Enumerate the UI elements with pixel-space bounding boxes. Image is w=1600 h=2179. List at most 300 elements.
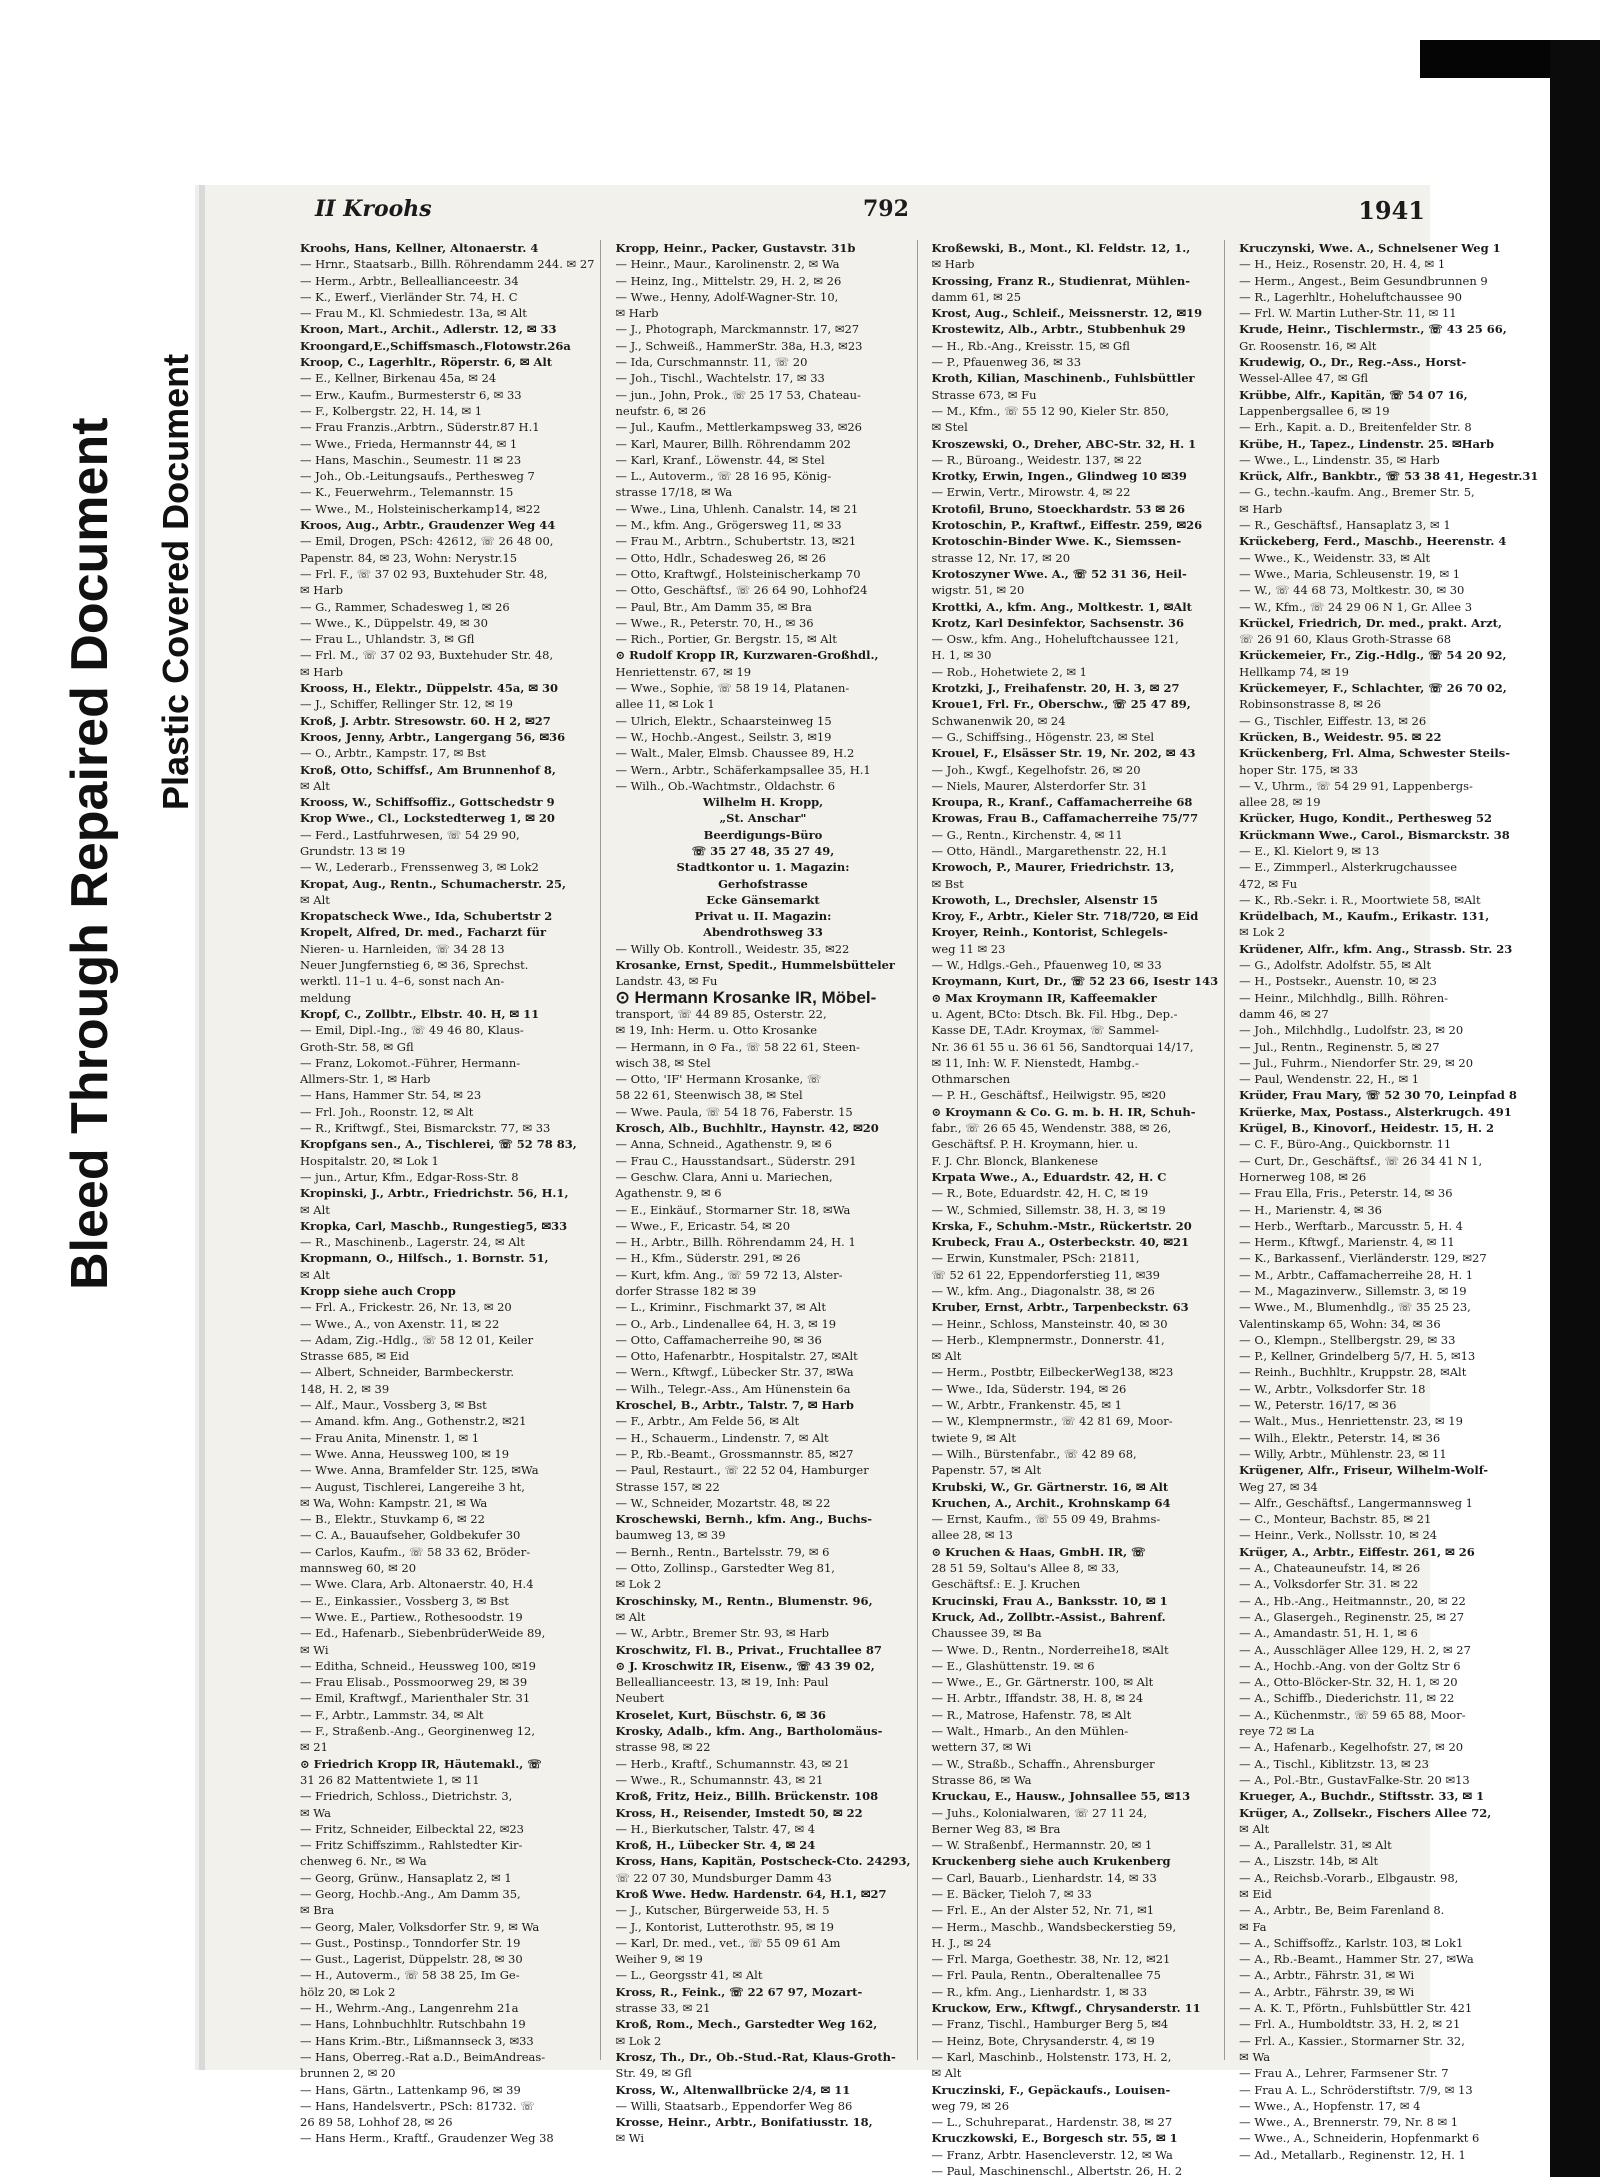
directory-entry: Krüder, Frau Mary, ☏ 52 30 70, Leinpfad 8 — [1239, 1088, 1517, 1103]
directory-entry: ✉ 21 — [300, 1740, 328, 1755]
directory-entry: Kruckenberg siehe auch Krukenberg — [931, 1854, 1171, 1869]
directory-entry: — W. Straßenbf., Hermannstr. 20, ✉ 1 — [931, 1838, 1153, 1853]
directory-entry: ✉ Alt — [931, 1349, 962, 1364]
directory-entry: — Frau C., Hausstandsart., Süderstr. 291 — [615, 1153, 857, 1168]
directory-entry: — Heinr., Maur., Karolinenstr. 2, ✉ Wa — [615, 257, 840, 272]
directory-entry: ⊙ Max Kroymann IR, Kaffeemakler — [931, 990, 1157, 1005]
directory-entry: — Frl. F., ☏ 37 02 93, Buxtehuder Str. 48, — [300, 566, 548, 581]
column-4 — [1239, 240, 1544, 2162]
directory-entry: — Emil, Drogen, PSch: 42612, ☏ 26 48 00, — [300, 534, 554, 549]
directory-entry: — G., Adolfstr. Adolfstr. 55, ✉ Alt — [1239, 958, 1432, 973]
header-year: 1941 — [1358, 196, 1425, 225]
directory-entry: — Wwe., R., Peterstr. 70, H., ✉ 36 — [615, 615, 814, 630]
directory-entry: Kroß, H., Lübecker Str. 4, ✉ 24 — [615, 1838, 816, 1853]
directory-entry: ✉ Wi — [615, 2131, 645, 2146]
directory-entry: — Frl. M., ☏ 37 02 93, Buxtehuder Str. 48, — [300, 648, 554, 663]
directory-entry: ☏ 52 61 22, Eppendorferstieg 11, ✉39 — [931, 1267, 1160, 1282]
directory-entry: ✉ Stel — [931, 420, 968, 435]
directory-entry: Nieren- u. Harnleiden, ☏ 34 28 13 — [300, 941, 505, 956]
directory-entry: Kroue1, Frl. Fr., Oberschw., ☏ 25 47 89, — [931, 697, 1191, 712]
directory-entry: — Otto, Händl., Margarethenstr. 22, H.1 — [931, 843, 1168, 858]
directory-entry: — Wilh., Ob.-Wachtmstr., Oldachstr. 6 — [615, 778, 836, 793]
directory-entry: — Walt., Maler, Elmsb. Chaussee 89, H.2 — [615, 746, 855, 761]
directory-entry: Krotky, Erwin, Ingen., Glindweg 10 ✉39 — [931, 469, 1187, 484]
directory-entry: Kropmann, O., Hilfsch., 1. Bornstr. 51, — [300, 1251, 549, 1266]
directory-entry: — A., Küchenmstr., ☏ 59 65 88, Moor- — [1239, 1707, 1466, 1722]
directory-entry: — Frau A. L., Schröderstiftstr. 7/9, ✉ 13 — [1239, 2082, 1473, 2097]
directory-entry: — Frl. W. Martin Luther-Str. 11, ✉ 11 — [1239, 306, 1457, 321]
directory-entry: Kroschewski, Bernh., kfm. Ang., Buchs- — [615, 1512, 873, 1527]
directory-entry: Krottki, A., kfm. Ang., Moltkestr. 1, ✉Alt — [931, 599, 1192, 614]
directory-entry: — Otto, Kraftwgf., Holsteinischerkamp 70 — [615, 566, 861, 581]
directory-entry: — A., Parallelstr. 31, ✉ Alt — [1239, 1838, 1392, 1853]
directory-entry: — F., Kolbergstr. 22, H. 14, ✉ 1 — [300, 403, 483, 418]
directory-entry: — jun., Artur, Kfm., Edgar-Ross-Str. 8 — [300, 1169, 519, 1184]
directory-entry: — W., kfm. Ang., Diagonalstr. 38, ✉ 26 — [931, 1284, 1155, 1298]
directory-entry: — E., Kellner, Birkenau 45a, ✉ 24 — [300, 371, 497, 386]
directory-entry: Kroth, Kilian, Maschinenb., Fuhlsbüttler — [931, 371, 1195, 386]
directory-entry: Kropp siehe auch Cropp — [300, 1284, 456, 1298]
directory-entry: — H., Bierkutscher, Talstr. 47, ✉ 4 — [615, 1821, 816, 1836]
directory-entry: — Frau Elisab., Possmoorweg 29, ✉ 39 — [300, 1675, 528, 1690]
directory-entry: Henriettenstr. 67, ✉ 19 — [615, 664, 752, 679]
directory-entry: — Wilh., Telegr.-Ass., Am Hünenstein 6a — [615, 1381, 851, 1396]
directory-entry: — A., Otto-Blöcker-Str. 32, H. 1, ✉ 20 — [1239, 1675, 1458, 1690]
directory-entry: — H., Kfm., Süderstr. 291, ✉ 26 — [615, 1251, 801, 1266]
directory-entry: — Herm., Postbtr, EilbeckerWeg138, ✉23 — [931, 1365, 1174, 1380]
directory-entry: ✉ Bra — [300, 1903, 335, 1918]
directory-entry: — Wwe., E., Gr. Gärtnerstr. 100, ✉ Alt — [931, 1675, 1154, 1690]
directory-entry: H. 1, ✉ 30 — [931, 648, 992, 663]
directory-entry: Kroß, Fritz, Heiz., Billh. Brückenstr. 108 — [615, 1789, 879, 1804]
directory-entry: Krückel, Friedrich, Dr. med., prakt. Arzt, — [1239, 615, 1502, 630]
directory-entry: Chaussee 39, ✉ Ba — [931, 1626, 1042, 1641]
directory-entry: — Otto, 'IF' Hermann Krosanke, ☏ — [615, 1072, 822, 1087]
directory-entry: — Fritz Schiffszimm., Rahlstedter Kir- — [300, 1838, 523, 1853]
directory-entry: — Emil, Kraftwgf., Marienthaler Str. 31 — [300, 1691, 531, 1706]
directory-entry: — Wwe. D., Rentn., Norderreihe18, ✉Alt — [931, 1642, 1169, 1657]
directory-entry: — Reinh., Buchhltr., Kruppstr. 28, ✉Alt — [1239, 1365, 1467, 1380]
directory-entry: — Joh., Tischl., Wachtelstr. 17, ✉ 33 — [615, 371, 825, 386]
directory-entry: — W., Schmied, Sillemstr. 38, H. 3, ✉ 19 — [931, 1202, 1166, 1217]
directory-entry: 148, H. 2, ✉ 39 — [300, 1381, 390, 1396]
directory-entry: — Paul, Btr., Am Damm 35, ✉ Bra — [615, 599, 812, 614]
directory-entry: — Ernst, Kaufm., ☏ 55 09 49, Brahms- — [931, 1512, 1161, 1527]
directory-entry: — Wwe., K., Weidenstr. 33, ✉ Alt — [1239, 550, 1431, 565]
directory-entry: fabr., ☏ 26 65 45, Wendenstr. 388, ✉ 26, — [931, 1121, 1172, 1136]
directory-entry: — R., Bote, Eduardstr. 42, H. C, ✉ 19 — [931, 1186, 1149, 1201]
directory-entry: — W., Schneider, Mozartstr. 48, ✉ 22 — [615, 1495, 831, 1510]
directory-entry: — Geschw. Clara, Anni u. Mariechen, — [615, 1169, 833, 1184]
directory-entry: — Frl. Paula, Rentn., Oberaltenallee 75 — [931, 1968, 1161, 1983]
directory-entry: Kruber, Ernst, Arbtr., Tarpenbeckstr. 63 — [931, 1300, 1189, 1315]
directory-entry: Kruczkowski, E., Borgesch str. 55, ✉ 1 — [931, 2131, 1178, 2146]
directory-entry: — A., Arbtr., Fährstr. 39, ✉ Wi — [1239, 1984, 1415, 1999]
directory-entry: Kroop, C., Lagerhltr., Röperstr. 6, ✉ Alt — [300, 355, 553, 370]
directory-entry: Krotoszyner Wwe. A., ☏ 52 31 36, Heil- — [931, 566, 1187, 581]
directory-entry: Hornerweg 108, ✉ 26 — [1239, 1169, 1367, 1184]
directory-entry: Ecke Gänsemarkt — [706, 892, 820, 907]
directory-entry: ✉ Wa, Wohn: Kampstr. 21, ✉ Wa — [300, 1495, 488, 1510]
directory-entry: 26 89 58, Lohhof 28, ✉ 26 — [300, 2115, 453, 2130]
directory-entry: Geschäftsf.: E. J. Kruchen — [931, 1577, 1081, 1592]
directory-entry: ✉ Lok 2 — [615, 1577, 662, 1592]
directory-entry: — Hans Herm., Kraftf., Graudenzer Weg 38 — [300, 2131, 554, 2146]
directory-entry: — J., Kontorist, Lutterothstr. 95, ✉ 19 — [615, 1919, 834, 1934]
directory-entry: ✉ Bst — [931, 876, 964, 891]
directory-entry: — Heinr., Schloss, Mansteinstr. 40, ✉ 30 — [931, 1316, 1168, 1331]
directory-entry: Krost, Aug., Schleif., Meissnerstr. 12, ✉19 — [931, 306, 1203, 321]
directory-entry: ✉ Alt — [300, 892, 330, 907]
directory-entry: ⊙ J. Kroschwitz IR, Eisenw., ☏ 43 39 02, — [615, 1658, 875, 1673]
directory-entry: Hellkamp 74, ✉ 19 — [1239, 664, 1349, 679]
directory-entry: ⊙ Rudolf Kropp IR, Kurzwaren-Großhdl., — [615, 648, 879, 663]
directory-entry: strasse 12, Nr. 17, ✉ 20 — [931, 550, 1071, 565]
side-label-bleed-through: Bleed Through Repaired Document — [61, 417, 119, 1290]
directory-entry: — Hans, Hammer Str. 54, ✉ 23 — [300, 1088, 482, 1103]
directory-entry: — W., Klempnermstr., ☏ 42 81 69, Moor- — [931, 1414, 1173, 1429]
directory-entry: ✉ Harb — [931, 257, 975, 272]
directory-entry: — W., Lederarb., Frenssenweg 3, ✉ Lok2 — [300, 860, 539, 875]
directory-entry: Krückemeyer, F., Schlachter, ☏ 26 70 02, — [1239, 681, 1507, 696]
directory-entry: — A., Glasergeh., Reginenstr. 25, ✉ 27 — [1239, 1609, 1465, 1624]
directory-entry: — Frau M., Arbtrn., Schubertstr. 13, ✉21 — [615, 534, 857, 549]
directory-entry: — Heinz, Bote, Chrysanderstr. 4, ✉ 19 — [931, 2033, 1155, 2048]
directory-entry: Str. 49, ✉ Gfl — [615, 2066, 692, 2081]
directory-entry: Kroohs, Hans, Kellner, Altonaerstr. 4 — [300, 241, 539, 255]
directory-entry: 472, ✉ Fu — [1239, 876, 1298, 891]
directory-entry: — C. A., Bauaufseher, Goldbekufer 30 — [300, 1528, 521, 1543]
directory-entry: — Gust., Postinsp., Tonndorfer Str. 19 — [300, 1935, 521, 1950]
directory-entry: — Frl. E., An der Alster 52, Nr. 71, ✉1 — [931, 1903, 1155, 1918]
directory-entry: — Ulrich, Elektr., Schaarsteinweg 15 — [615, 713, 832, 728]
directory-entry: Kruckow, Erw., Kftwgf., Chrysanderstr. 11 — [931, 2001, 1201, 2016]
directory-entry: — Frl. A., Humboldtstr. 33, H. 2, ✉ 21 — [1239, 2017, 1461, 2032]
directory-entry: — L., Kriminr., Fischmarkt 37, ✉ Alt — [615, 1300, 826, 1315]
directory-entry: ☏ 35 27 48, 35 27 49, — [691, 843, 835, 858]
directory-entry: — F., Straßenb.-Ang., Georginenweg 12, — [300, 1724, 536, 1739]
directory-entry: — Hans, Maschin., Seumestr. 11 ✉ 23 — [300, 452, 522, 467]
directory-entry: Krosz, Th., Dr., Ob.-Stud.-Rat, Klaus-Groth- — [615, 2049, 896, 2064]
directory-entry: — Wwe. Paula, ☏ 54 18 76, Faberstr. 15 — [615, 1104, 853, 1119]
directory-entry: Strasse 86, ✉ Wa — [931, 1772, 1032, 1787]
directory-entry: ✉ 19, Inh: Herm. u. Otto Krosanke — [615, 1023, 818, 1038]
directory-entry: baumweg 13, ✉ 39 — [615, 1528, 726, 1543]
directory-entry: wettern 37, ✉ Wi — [931, 1740, 1032, 1755]
directory-entry: — Herm., Arbtr., Belleallianceestr. 34 — [300, 273, 519, 288]
directory-entry: Weiher 9, ✉ 19 — [615, 1952, 703, 1967]
directory-entry: — Adam, Zig.-Hdlg., ☏ 58 12 01, Keiler — [300, 1332, 534, 1347]
directory-entry: — W., Arbtr., Frankenstr. 45, ✉ 1 — [931, 1398, 1122, 1413]
directory-entry: — Herm., Angest., Beim Gesundbrunnen 9 — [1239, 273, 1488, 288]
page-header — [315, 190, 1425, 226]
directory-entry: — Wwe., Maria, Schleusenstr. 19, ✉ 1 — [1239, 566, 1461, 581]
directory-entry: allee 11, ✉ Lok 1 — [615, 697, 715, 712]
directory-entry: dorfer Strasse 182 ✉ 39 — [615, 1284, 757, 1298]
directory-columns — [300, 240, 1539, 2179]
directory-entry: Agathenstr. 9, ✉ 6 — [615, 1186, 722, 1201]
directory-entry: — Georg, Maler, Volksdorfer Str. 9, ✉ Wa — [300, 1919, 540, 1934]
directory-entry: ☏ 22 07 30, Mundsburger Damm 43 — [615, 1870, 832, 1885]
directory-entry: — H. Arbtr., Iffandstr. 38, H. 8, ✉ 24 — [931, 1691, 1144, 1706]
directory-entry: Kroschwitz, Fl. B., Privat., Fruchtallee 87 — [615, 1642, 882, 1657]
directory-entry: — C., Monteur, Bachstr. 85, ✉ 21 — [1239, 1512, 1432, 1527]
directory-entry: Neubert — [615, 1691, 665, 1706]
directory-entry: Kroon, Mart., Archit., Adlerstr. 12, ✉ 33 — [300, 322, 557, 337]
directory-entry: — E., Zimmperl., Alsterkrugchaussee — [1239, 860, 1458, 875]
directory-entry: — H., Autoverm., ☏ 58 38 25, Im Ge- — [300, 1968, 520, 1983]
directory-entry: — R., Büroang., Weidestr. 137, ✉ 22 — [931, 452, 1142, 467]
directory-entry: brunnen 2, ✉ 20 — [300, 2066, 396, 2081]
directory-entry: — P., Rb.-Beamt., Grossmannstr. 85, ✉27 — [615, 1446, 854, 1461]
directory-entry: — Frau L., Uhlandstr. 3, ✉ Gfl — [300, 632, 475, 647]
directory-entry: — P. H., Geschäftsf., Heilwigstr. 95, ✉20 — [931, 1088, 1166, 1103]
directory-entry: Kroos, Jenny, Arbtr., Langergang 56, ✉36 — [300, 729, 566, 744]
directory-entry: — Herm., Kftwgf., Marienstr. 4, ✉ 11 — [1239, 1235, 1455, 1250]
directory-entry: — A., Liszstr. 14b, ✉ Alt — [1239, 1854, 1379, 1869]
directory-entry: — A., Rb.-Beamt., Hammer Str. 27, ✉Wa — [1239, 1952, 1474, 1967]
directory-entry: ✉ Alt — [300, 1267, 330, 1282]
directory-entry: Krosse, Heinr., Arbtr., Bonifatiusstr. 18, — [615, 2115, 873, 2130]
directory-entry: — Heinr., Milchhdlg., Billh. Röhren- — [1239, 990, 1448, 1005]
directory-entry: Krücken, B., Weidestr. 95. ✉ 22 — [1239, 729, 1442, 744]
directory-entry: Krosanke, Ernst, Spedit., Hummelsbütteler — [615, 958, 895, 973]
directory-entry: wigstr. 51, ✉ 20 — [931, 583, 1025, 598]
directory-entry: — Herb., Klempnermstr., Donnerstr. 41, — [931, 1332, 1165, 1347]
directory-entry: Privat u. II. Magazin: — [694, 909, 832, 924]
directory-entry: twiete 9, ✉ Alt — [931, 1430, 1017, 1445]
directory-entry: Kroyer, Reinh., Kontorist, Schlegels- — [931, 925, 1168, 940]
directory-entry: ✉ Alt — [1239, 1821, 1270, 1836]
directory-entry: Kroymann, Kurt, Dr., ☏ 52 23 66, Isestr 143 — [931, 974, 1219, 989]
directory-entry: — Franz, Tischl., Hamburger Berg 5, ✉4 — [931, 2017, 1169, 2032]
directory-entry: Krüger, A., Zollsekr., Fischers Allee 72, — [1239, 1805, 1492, 1820]
directory-entry: ⊙ Hermann Krosanke IR, Möbel- — [615, 987, 877, 1007]
directory-entry: ✉ Lok 2 — [615, 2033, 662, 2048]
directory-entry: damm 46, ✉ 27 — [1239, 1006, 1329, 1021]
directory-entry: — Georg, Hochb.-Ang., Am Damm 35, — [300, 1886, 521, 1901]
directory-entry: Wilhelm H. Kropp, — [702, 795, 824, 810]
directory-entry: — H., Marienstr. 4, ✉ 36 — [1239, 1202, 1382, 1217]
directory-entry: — Walt., Mus., Henriettenstr. 23, ✉ 19 — [1239, 1414, 1463, 1429]
directory-entry: ⊙ Kroymann & Co. G. m. b. H. IR, Schuh- — [931, 1104, 1196, 1119]
directory-entry: — L., Schuhreparat., Hardenstr. 38, ✉ 27 — [931, 2115, 1173, 2130]
directory-entry: Kroongard,E.,Schiffsmasch.,Flotowstr.26a — [300, 338, 571, 353]
directory-entry: — Wwe., A., Hopfenstr. 17, ✉ 4 — [1239, 2098, 1421, 2113]
directory-entry: Kroos, Aug., Arbtr., Graudenzer Weg 44 — [300, 518, 556, 533]
directory-entry: ✉ Alt — [300, 778, 330, 793]
directory-entry: Hospitalstr. 20, ✉ Lok 1 — [300, 1153, 439, 1168]
directory-entry: Krpata Wwe., A., Eduardstr. 42, H. C — [931, 1169, 1167, 1184]
directory-entry: — Ad., Metallarb., Reginenstr. 12, H. 1 — [1239, 2147, 1466, 2162]
directory-entry: — Hermann, in ⊙ Fa., ☏ 58 22 61, Steen- — [615, 1039, 860, 1054]
directory-entry: — Willy, Arbtr., Mühlenstr. 23, ✉ 11 — [1239, 1446, 1447, 1461]
directory-entry: Krück, Alfr., Bankbtr., ☏ 53 38 41, Hegestr.31 — [1239, 469, 1539, 484]
directory-entry: ⊙ Kruchen & Haas, GmbH. IR, ☏ — [931, 1544, 1146, 1559]
directory-entry: hoper Str. 175, ✉ 33 — [1239, 762, 1359, 777]
directory-entry: Krotoschin, P., Kraftwf., Eiffestr. 259, ✉26 — [931, 518, 1203, 533]
directory-entry: — O., Arbtr., Kampstr. 17, ✉ Bst — [300, 746, 486, 761]
directory-entry: — Niels, Maurer, Alsterdorfer Str. 31 — [931, 778, 1148, 793]
directory-entry: — A., Ausschläger Allee 129, H. 2, ✉ 27 — [1239, 1642, 1471, 1657]
directory-entry: — H., Heiz., Rosenstr. 20, H. 4, ✉ 1 — [1239, 257, 1446, 272]
directory-entry: Berner Weg 83, ✉ Bra — [931, 1821, 1061, 1836]
directory-entry: Krosky, Adalb., kfm. Ang., Bartholomäus- — [615, 1724, 883, 1739]
directory-entry: — Karl, Dr. med., vet., ☏ 55 09 61 Am — [615, 1935, 841, 1950]
directory-entry: — Bernh., Rentn., Bartelsstr. 79, ✉ 6 — [615, 1544, 830, 1559]
directory-entry: Beerdigungs-Büro — [703, 827, 823, 842]
directory-entry: — Wwe., M., Holsteinischerkamp14, ✉22 — [300, 501, 541, 516]
directory-entry: Krotz, Karl Desinfektor, Sachsenstr. 36 — [931, 615, 1184, 630]
directory-entry: — Friedrich, Schloss., Dietrichstr. 3, — [300, 1789, 513, 1804]
directory-entry: strasse 98, ✉ 22 — [615, 1740, 711, 1755]
directory-entry: Stadtkontor u. 1. Magazin: — [676, 860, 850, 875]
directory-entry: — W., Kfm., ☏ 24 29 06 N 1, Gr. Allee 3 — [1239, 599, 1473, 614]
directory-entry: — Ferd., Lastfuhrwesen, ☏ 54 29 90, — [300, 827, 520, 842]
directory-entry: — W., Hdlgs.-Geh., Pfauenweg 10, ✉ 33 — [931, 958, 1162, 973]
directory-entry: Kropka, Carl, Maschb., Rungestieg5, ✉33 — [300, 1218, 568, 1233]
directory-entry: — E., Einkassier., Vossberg 3, ✉ Bst — [300, 1593, 509, 1608]
directory-entry: ☏ 26 91 60, Klaus Groth-Strasse 68 — [1239, 632, 1452, 647]
directory-entry: — Frl. Joh., Roonstr. 12, ✉ Alt — [300, 1104, 474, 1119]
directory-entry: Krudewig, O., Dr., Reg.-Ass., Horst- — [1239, 355, 1467, 370]
header-section-name: II Kroohs — [315, 196, 432, 222]
directory-entry: — Osw., kfm. Ang., Hoheluftchaussee 121, — [931, 632, 1179, 647]
directory-entry: ✉ Alt — [300, 1202, 330, 1217]
directory-entry: — Carl, Bauarb., Lienhardstr. 14, ✉ 33 — [931, 1870, 1157, 1885]
directory-entry: — Otto, Caffamacherreihe 90, ✉ 36 — [615, 1332, 822, 1347]
directory-entry: — Herm., Maschb., Wandsbeckerstieg 59, — [931, 1919, 1177, 1934]
directory-entry: Kroszewski, O., Dreher, ABC-Str. 32, H. 1 — [931, 436, 1197, 451]
directory-entry: — A., Reichsb.-Vorarb., Elbgaustr. 98, — [1239, 1870, 1459, 1885]
directory-entry: — Heinz, Ing., Mittelstr. 29, H. 2, ✉ 26 — [615, 273, 842, 288]
directory-entry: Krostewitz, Alb., Arbtr., Stubbenhuk 29 — [931, 322, 1186, 337]
directory-entry: — G., Schiffsing., Högenstr. 23, ✉ Stel — [931, 729, 1155, 744]
directory-entry: — August, Tischlerei, Langereihe 3 ht, — [300, 1479, 525, 1494]
directory-entry: Krübe, H., Tapez., Lindenstr. 25. ✉Harb — [1239, 436, 1495, 451]
directory-entry: u. Agent, BCto: Dtsch. Bk. Fil. Hbg., Dep.- — [931, 1006, 1178, 1021]
directory-entry: Kruczinski, F., Gepäckaufs., Louisen- — [931, 2082, 1171, 2097]
directory-entry: — Hrnr., Staatsarb., Billh. Röhrendamm 244. ✉ 27 — [300, 257, 595, 272]
column-2 — [615, 240, 917, 2146]
directory-entry: — Wern., Kftwgf., Lübecker Str. 37, ✉Wa — [615, 1365, 854, 1380]
directory-entry: — J., Photograph, Marckmannstr. 17, ✉27 — [615, 322, 860, 337]
directory-entry: — A., Arbtr., Fährstr. 31, ✉ Wi — [1239, 1968, 1415, 1983]
directory-entry: — Wwe., K., Düppelstr. 49, ✉ 30 — [300, 615, 488, 630]
directory-entry: meldung — [300, 990, 351, 1005]
directory-entry: Wessel-Allee 47, ✉ Gfl — [1239, 371, 1369, 386]
directory-entry: — P., Pfauenweg 36, ✉ 33 — [931, 355, 1082, 370]
directory-entry: — Herb., Kraftf., Schumannstr. 43, ✉ 21 — [615, 1756, 850, 1771]
directory-entry: Kropat, Aug., Rentn., Schumacherstr. 25, — [300, 876, 566, 891]
directory-entry: — Karl, Maschinb., Holstenstr. 173, H. 2, — [931, 2049, 1172, 2064]
directory-entry: — A., Arbtr., Be, Beim Farenland 8. — [1239, 1903, 1445, 1918]
directory-entry: ⊙ Friedrich Kropp IR, Häutemakl., ☏ — [300, 1756, 542, 1771]
directory-entry: 28 51 59, Soltau's Allee 8, ✉ 33, — [931, 1561, 1120, 1576]
directory-entry: Kross, W., Altenwallbrücke 2/4, ✉ 11 — [615, 2082, 851, 2097]
directory-entry: Krooss, W., Schiffsoffiz., Gottschedstr 9 — [300, 795, 555, 810]
directory-entry: — Frl. A., Kassier., Stormarner Str. 32, — [1239, 2033, 1465, 2048]
directory-entry: Krückenberg, Frl. Alma, Schwester Steils- — [1239, 746, 1510, 761]
directory-entry: — A., Volksdorfer Str. 31. ✉ 22 — [1239, 1577, 1419, 1592]
directory-entry: Kroß Wwe. Hedw. Hardenstr. 64, H.1, ✉27 — [615, 1886, 887, 1901]
directory-entry: Strasse 157, ✉ 22 — [615, 1479, 720, 1494]
directory-entry: ✉ Alt — [931, 2066, 962, 2081]
directory-entry: Geschäftsf. P. H. Kroymann, hier. u. — [931, 1137, 1138, 1152]
directory-entry: ✉ 11, Inh: W. F. Nienstedt, Hambg.- — [931, 1055, 1139, 1070]
directory-entry: Neuer Jungfernstieg 6, ✉ 36, Sprechst. — [300, 958, 529, 973]
directory-entry: Kroschel, B., Arbtr., Talstr. 7, ✉ Harb — [615, 1398, 854, 1413]
directory-entry: — H., Schauerm., Lindenstr. 7, ✉ Alt — [615, 1430, 829, 1445]
directory-entry: Krubski, W., Gr. Gärtnerstr. 16, ✉ Alt — [931, 1479, 1169, 1494]
directory-entry: — Frau Anita, Minenstr. 1, ✉ 1 — [300, 1430, 480, 1445]
directory-entry: — Joh., Milchhdlg., Ludolfstr. 23, ✉ 20 — [1239, 1023, 1464, 1038]
directory-entry: — E. Bäcker, Tieloh 7, ✉ 33 — [931, 1886, 1092, 1901]
directory-entry: werktl. 11–1 u. 4–6, sonst nach An- — [300, 974, 505, 989]
side-label — [60, 330, 210, 1520]
directory-entry: Krückemeier, Fr., Zig.-Hdlg., ☏ 54 20 92, — [1239, 648, 1507, 663]
directory-entry: Krossing, Franz R., Studienrat, Mühlen- — [931, 273, 1191, 288]
column-1 — [300, 240, 601, 2146]
directory-entry: Grundstr. 13 ✉ 19 — [300, 843, 406, 858]
directory-entry: — R., Kriftwgf., Stei, Bismarckstr. 77, ✉ 33 — [300, 1121, 551, 1136]
directory-entry: Kroßewski, B., Mont., Kl. Feldstr. 12, 1., — [931, 241, 1191, 255]
directory-entry: — R., Geschäftsf., Hansaplatz 3, ✉ 1 — [1239, 518, 1451, 533]
directory-entry: — L., Autoverm., ☏ 28 16 95, König- — [615, 469, 832, 484]
directory-entry: — W., Straßb., Schaffn., Ahrensburger — [931, 1756, 1155, 1771]
directory-entry: ✉ Alt — [615, 1609, 646, 1624]
directory-entry: — A., Schiffb., Diederichstr. 11, ✉ 22 — [1239, 1691, 1455, 1706]
directory-entry: Kruckau, E., Hausw., Johnsallee 55, ✉13 — [931, 1789, 1191, 1804]
directory-entry: Schwanenwik 20, ✉ 24 — [931, 713, 1066, 728]
directory-entry: — Frau Ella, Fris., Peterstr. 14, ✉ 36 — [1239, 1186, 1453, 1201]
directory-entry: — B., Elektr., Stuvkamp 6, ✉ 22 — [300, 1512, 485, 1527]
directory-entry: — Wwe., L., Lindenstr. 35, ✉ Harb — [1239, 452, 1440, 467]
directory-entry: Krüdelbach, M., Kaufm., Erikastr. 131, — [1239, 909, 1490, 924]
directory-entry: — E., Einkäuf., Stormarner Str. 18, ✉Wa — [615, 1202, 851, 1217]
directory-entry: Kruczynski, Wwe. A., Schnelsener Weg 1 — [1239, 241, 1501, 255]
directory-entry: Kruck, Ad., Zollbtr.-Assist., Bahrenf. — [931, 1609, 1166, 1624]
directory-entry: — Otto, Hafenarbtr., Hospitalstr. 27, ✉Alt — [615, 1349, 858, 1364]
directory-entry: — G., Rentn., Kirchenstr. 4, ✉ 11 — [931, 827, 1123, 842]
directory-entry: — Joh., Ob.-Leitungsaufs., Perthesweg 7 — [300, 469, 535, 484]
directory-entry: ✉ Eid — [1239, 1886, 1272, 1901]
directory-entry: chenweg 6. Nr., ✉ Wa — [300, 1854, 427, 1869]
directory-entry: Krop Wwe., Cl., Lockstedterweg 1, ✉ 20 — [300, 811, 555, 826]
directory-entry: — Paul, Maschinenschl., Albertstr. 26, H. 2 — [931, 2164, 1183, 2179]
directory-entry: — Wwe., M., Blumenhdlg., ☏ 35 25 23, — [1239, 1300, 1471, 1315]
directory-entry: Krückeberg, Ferd., Maschb., Heerenstr. 4 — [1239, 534, 1507, 549]
directory-entry: — A., Amandastr. 51, H. 1, ✉ 6 — [1239, 1626, 1418, 1641]
directory-entry: strasse 33, ✉ 21 — [615, 2001, 711, 2016]
directory-entry: Kropfgans sen., A., Tischlerei, ☏ 52 78 83, — [300, 1137, 577, 1152]
directory-entry: — Editha, Schneid., Heussweg 100, ✉19 — [300, 1658, 536, 1673]
directory-entry: Krowoth, L., Drechsler, Alsenstr 15 — [931, 892, 1158, 907]
directory-entry: Othmarschen — [931, 1072, 1011, 1087]
directory-entry: — Wilh., Bürstenfabr., ☏ 42 89 68, — [931, 1446, 1137, 1461]
directory-entry: Krska, F., Schuhm.-Mstr., Rückertstr. 20 — [931, 1218, 1192, 1233]
directory-entry: — Gust., Lagerist, Düppelstr. 28, ✉ 30 — [300, 1952, 523, 1967]
directory-entry: — Jul., Kaufm., Mettlerkampsweg 33, ✉26 — [615, 420, 862, 435]
directory-entry: ✉ Harb — [300, 583, 344, 598]
directory-entry: — Wwe., A., Brennerstr. 79, Nr. 8 ✉ 1 — [1239, 2115, 1459, 2130]
directory-entry: — A., Hb.-Ang., Heitmannstr., 20, ✉ 22 — [1239, 1593, 1466, 1608]
directory-entry: — H., Arbtr., Billh. Röhrendamm 24, H. 1 — [615, 1235, 856, 1250]
directory-entry: — Anna, Schneid., Agathenstr. 9, ✉ 6 — [615, 1137, 832, 1152]
directory-entry: — K., Barkassenf., Vierländerstr. 129, ✉27 — [1239, 1251, 1487, 1266]
directory-entry: — Wwe., Ida, Süderstr. 194, ✉ 26 — [931, 1381, 1127, 1396]
directory-entry: — jun., John, Prok., ☏ 25 17 53, Chateau- — [615, 387, 861, 402]
